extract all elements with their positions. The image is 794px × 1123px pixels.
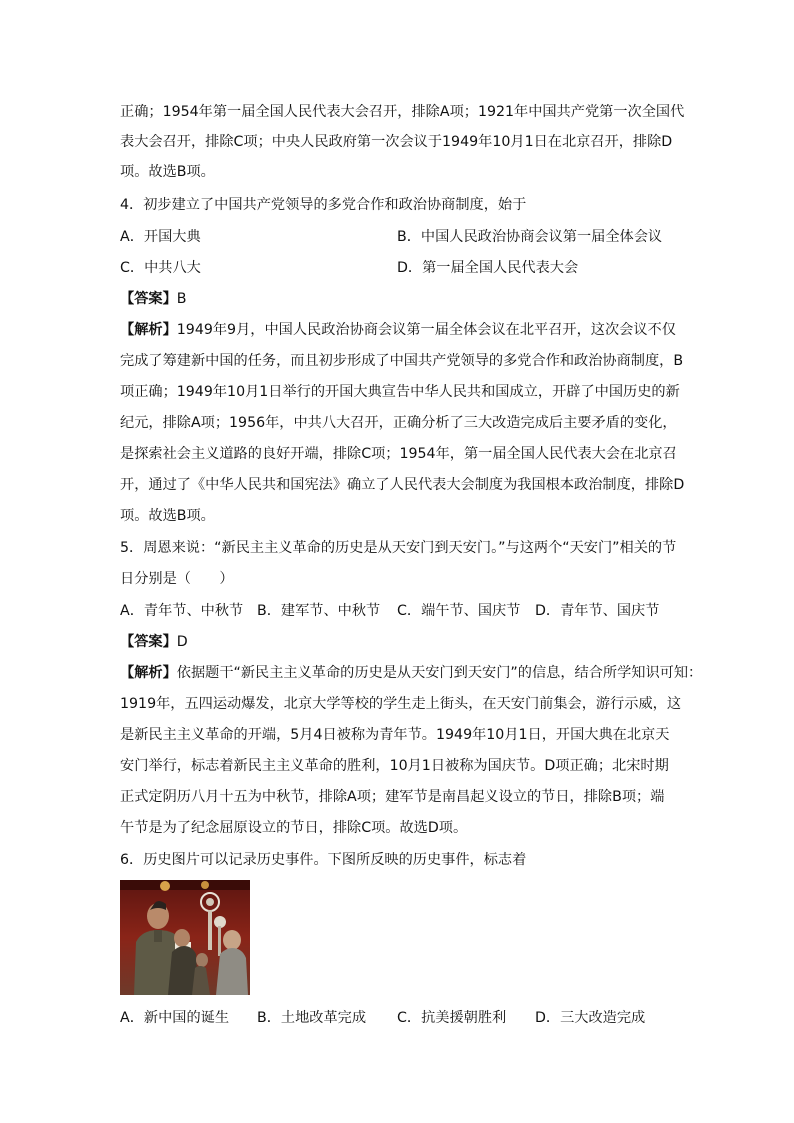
q4-option-c: C．中共八大 (120, 260, 201, 276)
text-line: 是探索社会主义道路的良好开端，排除C项；1954年，第一届全国人民代表大会在北京召 (120, 446, 677, 462)
q4-option-b: B．中国人民政治协商会议第一届全体会议 (397, 229, 663, 245)
question-5-stem: 5．周恩来说：“新民主主义革命的历史是从天安门到天安门。”与这两个“天安门”相关的节 (120, 540, 677, 556)
q5-analysis-line (120, 663, 703, 683)
text-line: 安门举行，标志着新民主主义革命的胜利，10月1日被称为国庆节。D项正确；北宋时期 (120, 758, 669, 774)
q5-option-c: C．端午节、国庆节 (397, 603, 521, 619)
answer-value: B (176, 291, 187, 307)
q4-option-d: D．第一届全国人民代表大会 (397, 260, 579, 276)
q6-option-d: D．三大改造完成 (535, 1010, 646, 1026)
historical-photo (120, 880, 250, 995)
q5-answer-line (120, 632, 680, 652)
text-line: 项。故选B项。 (120, 164, 215, 180)
q4-answer-line (120, 289, 680, 309)
text-line: 项。故选B项。 (120, 508, 215, 524)
answer-tag: 【答案】 (120, 291, 177, 307)
analysis-tag: 【解析】 (120, 665, 177, 681)
analysis-tag: 【解析】 (120, 322, 177, 338)
answer-tag: 【答案】 (120, 634, 177, 650)
text-line: 正确；1954年第一届全国人民代表大会召开，排除A项；1921年中国共产党第一次全国代 (120, 104, 685, 120)
text-line: 1919年，五四运动爆发，北京大学等校的学生走上街头，在天安门前集会，游行示威，这 (120, 696, 682, 712)
q6-option-b: B．土地改革完成 (257, 1010, 367, 1026)
q6-option-a: A．新中国的诞生 (120, 1010, 230, 1026)
q5-option-a: A．青年节、中秋节 (120, 603, 244, 619)
analysis-text: 依据题干“新民主主义革命的历史是从天安门到天安门”的信息，结合所学知识可知： (176, 665, 703, 681)
text-line: 午节是为了纪念屈原设立的节日，排除C项。故选D项。 (120, 820, 468, 836)
q4-analysis-line (120, 320, 680, 340)
question-5-stem-cont: 日分别是（ ） (120, 571, 234, 587)
photo-illustration (120, 880, 250, 995)
text-line: 表大会召开，排除C项；中央人民政府第一次会议于1949年10月1日在北京召开，排除D (120, 134, 673, 150)
q4-option-a: A．开国大典 (120, 229, 201, 245)
q5-option-d: D．青年节、国庆节 (535, 603, 660, 619)
text-line: 开，通过了《中华人民共和国宪法》确立了人民代表大会制度为我国根本政治制度，排除D (120, 477, 685, 493)
q6-option-c: C．抗美援朝胜利 (397, 1010, 507, 1026)
question-4-stem: 4．初步建立了中国共产党领导的多党合作和政治协商制度，始于 (120, 197, 527, 213)
text-line: 是新民主主义革命的开端，5月4日被称为青年节。1949年10月1日，开国大典在北京天 (120, 727, 670, 743)
text-line: 纪元，排除A项；1956年，中共八大召开，正确分析了三大改造完成后主要矛盾的变化， (120, 415, 677, 431)
answer-value: D (176, 634, 188, 650)
text-line: 项正确；1949年10月1日举行的开国大典宣告中华人民共和国成立，开辟了中国历史的新 (120, 384, 680, 400)
question-6-stem: 6．历史图片可以记录历史事件。下图所反映的历史事件，标志着 (120, 852, 527, 868)
text-line: 正式定阴历八月十五为中秋节，排除A项；建军节是南昌起义设立的节日，排除B项；端 (120, 789, 665, 805)
text-line: 完成了筹建新中国的任务，而且初步形成了中国共产党领导的多党合作和政治协商制度，B (120, 353, 684, 369)
analysis-text: 1949年9月，中国人民政治协商会议第一届全体会议在北平召开，这次会议不仅 (176, 322, 676, 338)
q5-option-b: B．建军节、中秋节 (257, 603, 381, 619)
